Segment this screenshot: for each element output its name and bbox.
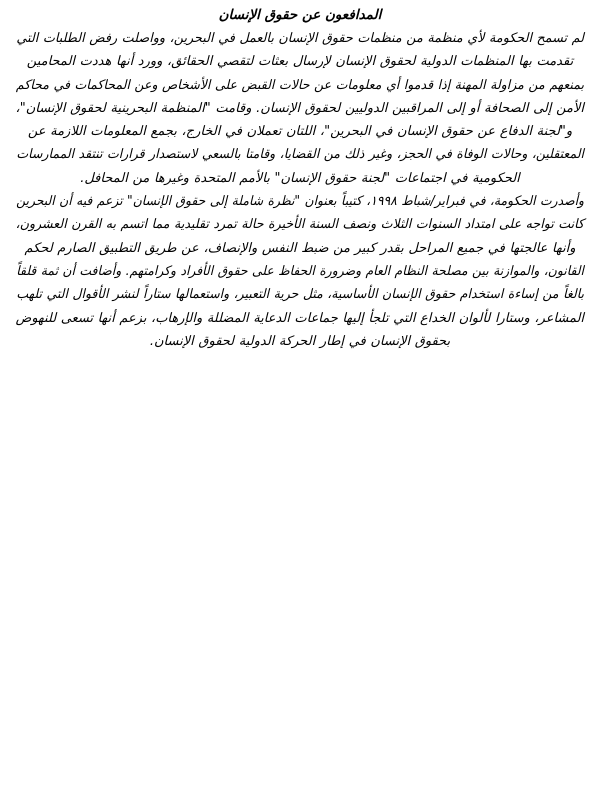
text-line: القانون، والموازنة بين مصلحة النظام العام وضرورة الحفاظ على حقوق الأفراد وكرامتهم. وأضافت أن ثمة قلقاً: [16, 263, 584, 279]
text-line: كانت تواجه على امتداد السنوات الثلاث ونصف السنة الأخيرة حالة تمرد تقليدية مما اتسم به القرن العشرون،: [15, 217, 584, 233]
text-line: تقدمت بها المنظمات الدولية لحقوق الإنسان لإرسال بعثات لتقصي الحقائق، وورد أنها هددت المحامين: [26, 54, 574, 70]
text-line: وأنها عالجتها في جميع المراحل بقدر كبير من ضبط النفس والإنصاف، عن طريق التطبيق الصارم لحكم: [24, 240, 576, 256]
text-line: بمنعهم من مزاولة المهنة إذا قدموا أي معلومات عن حالات القبض على الأشخاص وعن المحاكمات في محاكم: [15, 77, 584, 93]
text-line: الحكومية في اجتماعات "لجنة حقوق الإنسان" بالأمم المتحدة وغيرها من المحافل.: [80, 170, 520, 186]
text-line: بحقوق الإنسان في إطار الحركة الدولية لحقوق الإنسان.: [149, 333, 451, 349]
text-line: بالغاً من إساءة استخدام حقوق الإنسان الأساسية، مثل حرية التعبير، واستعمالها ستاراً لنشر الأقوال التي تلهب: [16, 287, 584, 303]
paragraph-2: [16, 190, 584, 353]
text-line: المشاعر، وستارا لألوان الخداع التي تلجأ إليها جماعات الدعاية المضللة والإرهاب، بزعم أنها تسعى للنهوض: [15, 310, 584, 326]
text-line: المعتقلين، وحالات الوفاة في الحجز، وغير ذلك من القضايا، وقامتا بالسعي لاستصدار قرارات تنتقد الممارسات: [16, 147, 585, 163]
document-body: [16, 27, 584, 353]
paragraph-1: [16, 27, 584, 190]
text-line: الأمن إلى الصحافة أو إلى المراقبين الدوليين لحقوق الإنسان. وقامت "المنظمة البحرينية لحقوق الإنسان"،: [15, 100, 584, 116]
text-line: وأصدرت الحكومة، في فبراير/شباط ١٩٩٨، كتيباً بعنوان "نظرة شاملة إلى حقوق الإنسان" تزعم فيه أن البحرين: [16, 194, 584, 210]
page-title: المدافعون عن حقوق الإنسان: [218, 7, 382, 23]
text-line: لم تسمح الحكومة لأي منظمة من منظمات حقوق الإنسان بالعمل في البحرين، وواصلت رفض الطلبات التي: [16, 31, 584, 46]
text-line: و"لجنة الدفاع عن حقوق الإنسان في البحرين"، اللتان تعملان في الخارج، بجمع المعلومات اللازمة عن: [27, 124, 573, 140]
